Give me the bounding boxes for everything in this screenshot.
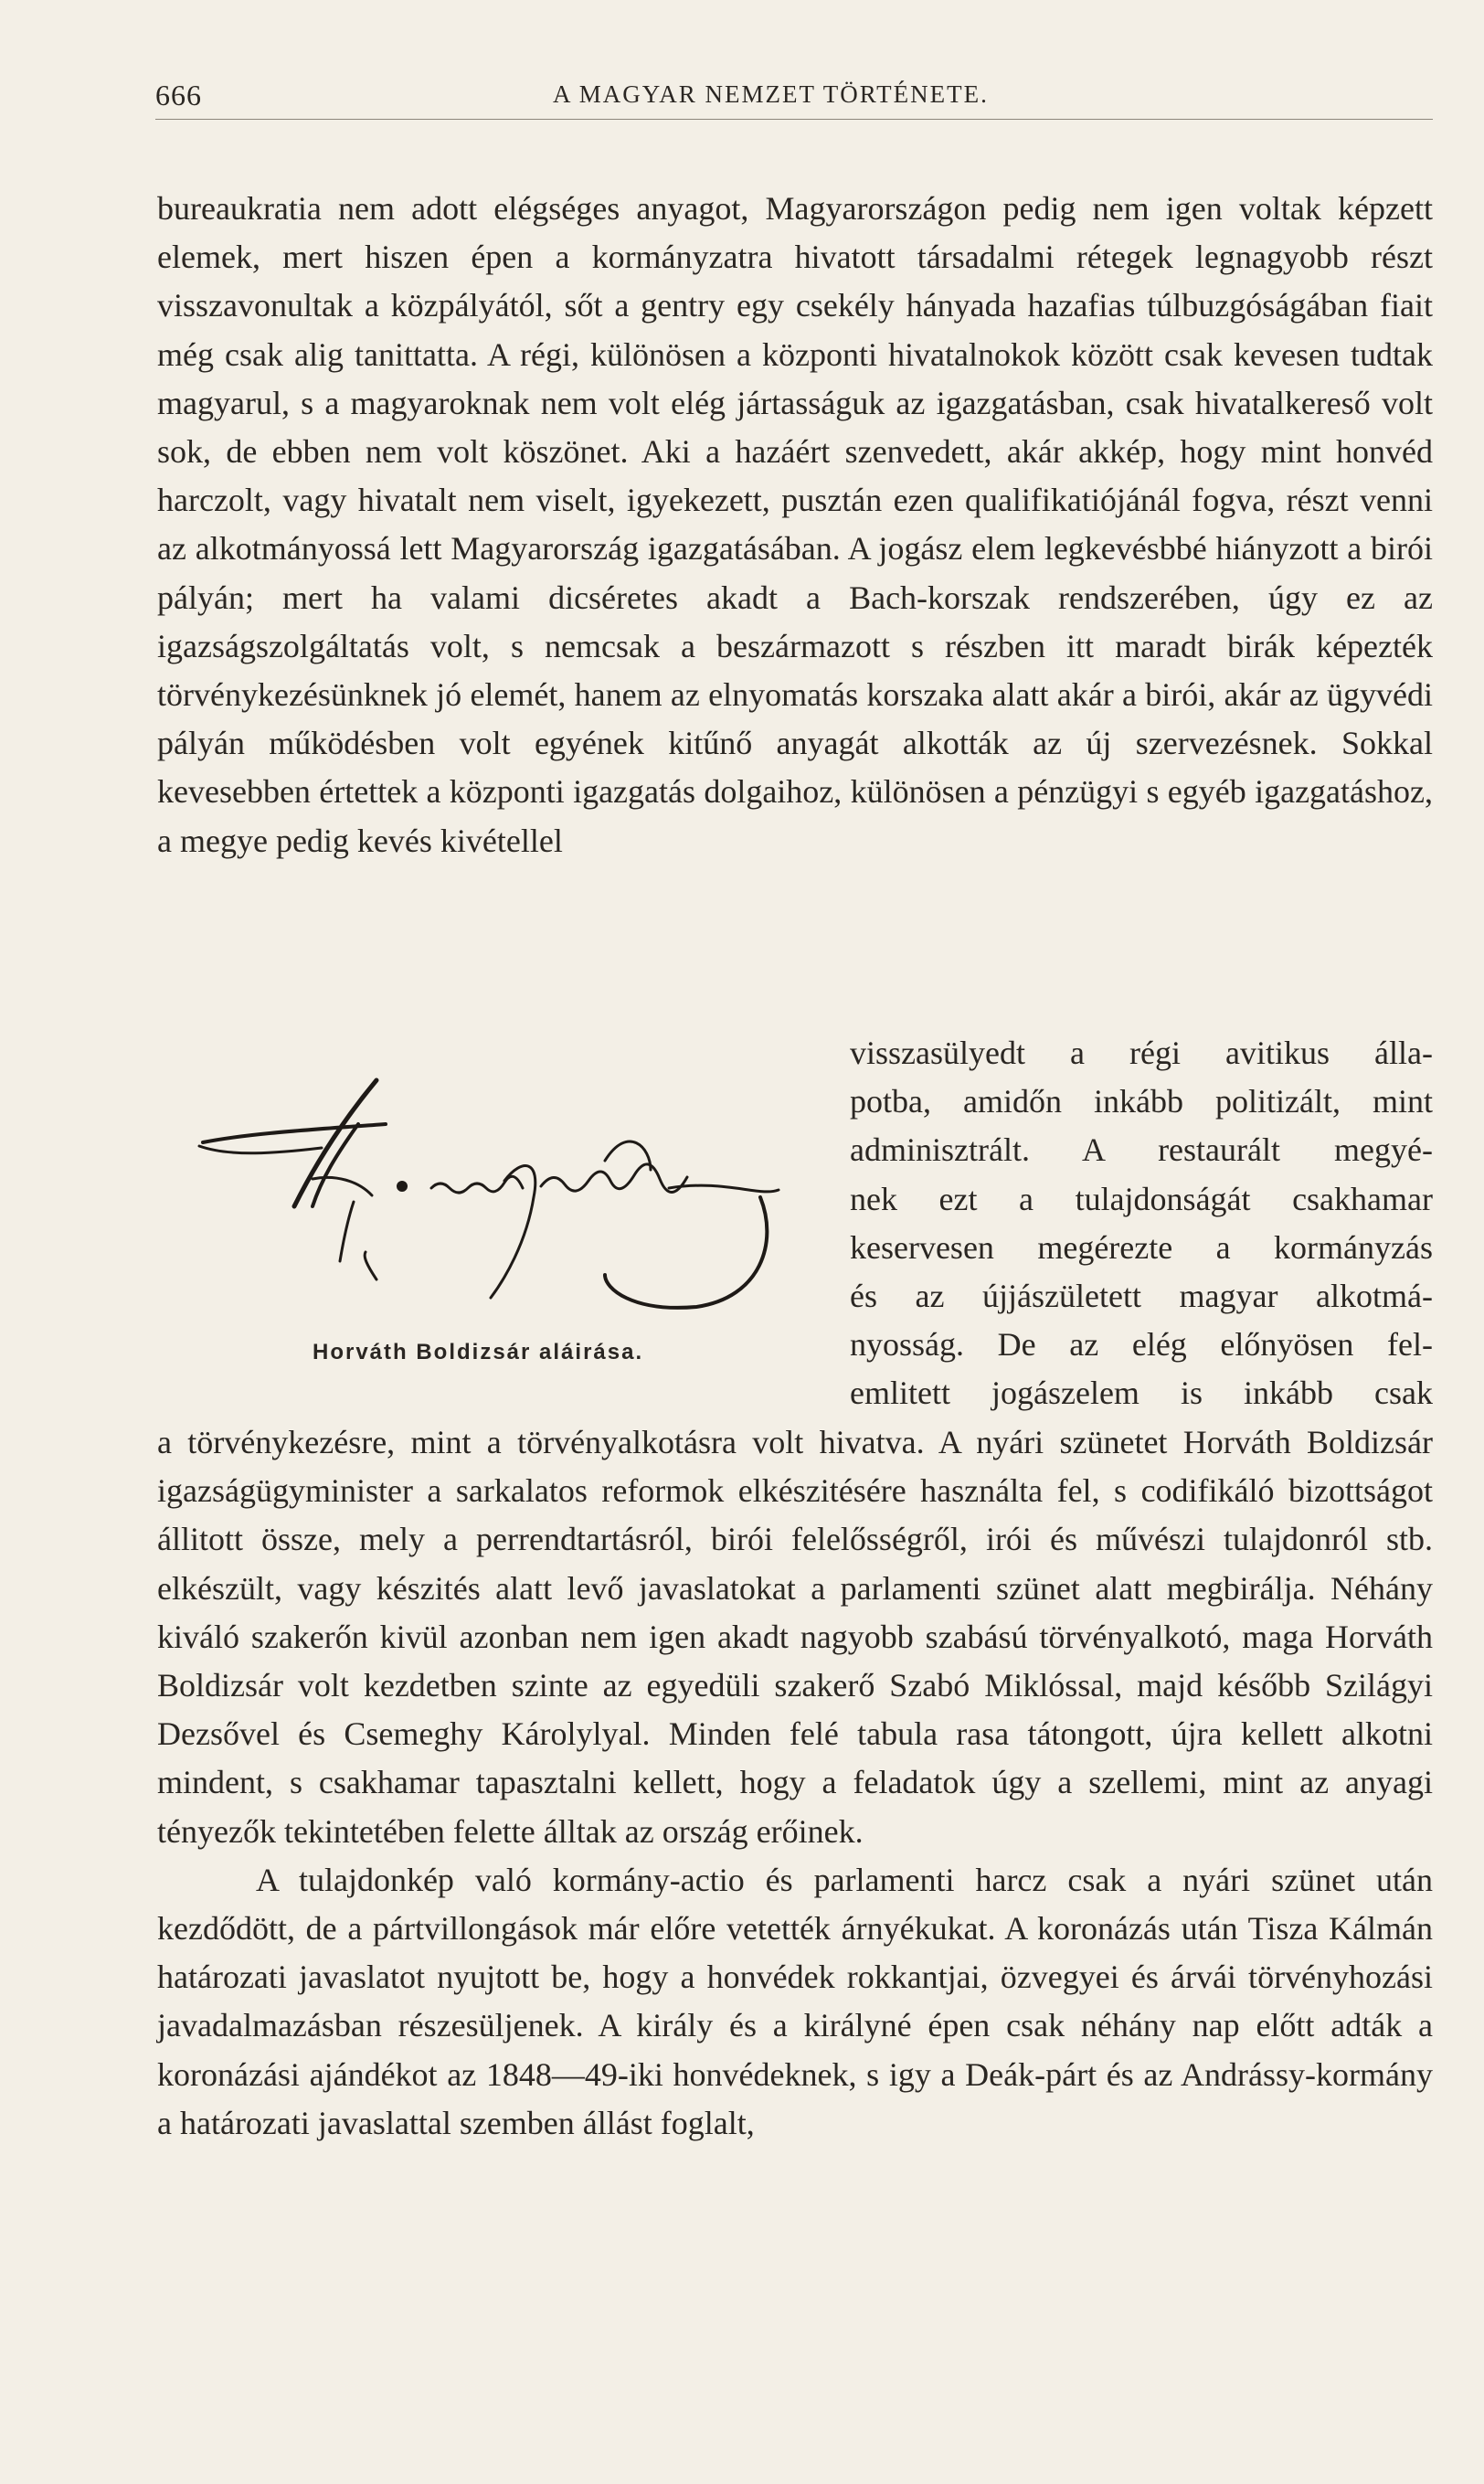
- page-header: [155, 71, 1433, 126]
- inset-line: nyosság. De az elég előnyösen fel-: [850, 1326, 1433, 1364]
- header-rule: [155, 119, 1433, 120]
- inset-line: potba, amidőn inkább politizált, mint: [850, 1083, 1433, 1120]
- bottom-text-block: [157, 1418, 1433, 2148]
- inset-line: keservesen megérezte a kormányzás: [850, 1228, 1433, 1266]
- top-text-block: [157, 185, 1433, 865]
- inset-line: és az újjászületett magyar alkotmá-: [850, 1277, 1433, 1314]
- page-number: 666: [155, 79, 202, 111]
- inset-line: adminisztrált. A restaurált megyé-: [850, 1131, 1433, 1169]
- running-title: A MAGYAR NEMZET TÖRTÉNETE.: [553, 80, 989, 108]
- signature-drawing-icon: [175, 1069, 815, 1334]
- inset-line: visszasülyedt a régi avitikus álla-: [850, 1035, 1433, 1071]
- signature-caption: Horváth Boldizsár aláirása.: [313, 1340, 644, 1364]
- inset-line: nek ezt a tulajdonságát csakhamar: [850, 1180, 1433, 1217]
- signature-figure: [157, 1069, 833, 1380]
- inset-line: emlitett jogászelem is inkább csak: [850, 1375, 1433, 1412]
- paragraph-torvenykezes: a törvénykezésre, mint a törvényalkotásra volt hivatva. A nyári szünetet Horváth Boldizsár igazságügyminister a sarkalatos reformok elkészitésére használta fel, s codifikáló bizottságot állitott össze, mely a perrendtartásról, birói felelősségről, irói és művészi tulajdonról stb. elkészült, vagy készités alatt levő javaslatokat a parlamenti szünet alatt megbirálja. Néhány kiváló szakerőn kivül azonban nem igen akadt nagyobb szabású törvényalkotó, maga Horváth Boldizsár volt kezdetben szinte az egyedüli szakerő Szabó Miklóssal, majd később Szilágyi Dezsővel és Csemeghy Károlylyal. Minden felé tabula rasa tátongott, újra kellett alkotni mindent, s csakhamar tapasztalni kellett, hogy a feladatok úgy a szellemi, mint az anyagi tényezők tekintetében felette álltak az ország erőinek.: [157, 1424, 1433, 1850]
- paragraph-kormany-actio: A tulajdonkép való kormány-actio és parlamenti harcz csak a nyári szünet után kezdődött, de a pártvillongások már előre vetették árnyékukat. A koronázás után Tisza Kálmán határozati javaslatot nyujtott be, hogy a honvédek rokkantjai, özvegyei és árvái törvényhozási javadalmazásban részesüljenek. A király és a királyné épen csak néhány nap előtt adták a koronázási ajándékot az 1848—49-iki honvédeknek, s igy a Deák-párt és az Andrássy-kormány a határozati javaslattal szemben állást foglalt,: [157, 1861, 1433, 2141]
- inset-text-column: [850, 1029, 1433, 1418]
- paragraph-bureaukratia: bureaukratia nem adott elégséges anyagot, Magyarországon pedig nem igen voltak képzett elemek, mert hiszen épen a kormányzatra hivatott társadalmi rétegek legnagyobb részt visszavonultak a közpályától, sőt a gentry egy csekély hányada hazafias túlbuzgóságában fiait még csak alig tanittatta. A régi, különösen a központi hivatalnokok között csak kevesen tudtak magyarul, s a magyaroknak nem volt elég jártasságuk az igazgatásban, csak hivatalkereső volt sok, de ebben nem volt köszönet. Aki a hazáért szenvedett, akár akkép, hogy mint honvéd harczolt, vagy hivatalt nem viselt, igyekezett, pusztán ezen qualifikatiójánál fogva, részt venni az alkotmányossá lett Magyarország igazgatásában. A jogász elem legkevésbbé hiányzott a birói pályán; mert ha valami dicséretes akadt a Bach-korszak rendszerében, úgy ez az igazságszolgáltatás volt, s nemcsak a beszármazott s részben itt maradt birák képezték törvénykezésünknek jó elemét, hanem az elnyomatás korszaka alatt akár a birói, akár az ügyvédi pályán működésben volt egyének kitűnő anyagát alkották az új szervezésnek. Sokkal kevesebben értettek a központi igazgatás dolgaihoz, különösen a pénzügyi s egyéb igazgatáshoz, a megye pedig kevés kivétellel: [157, 190, 1433, 859]
